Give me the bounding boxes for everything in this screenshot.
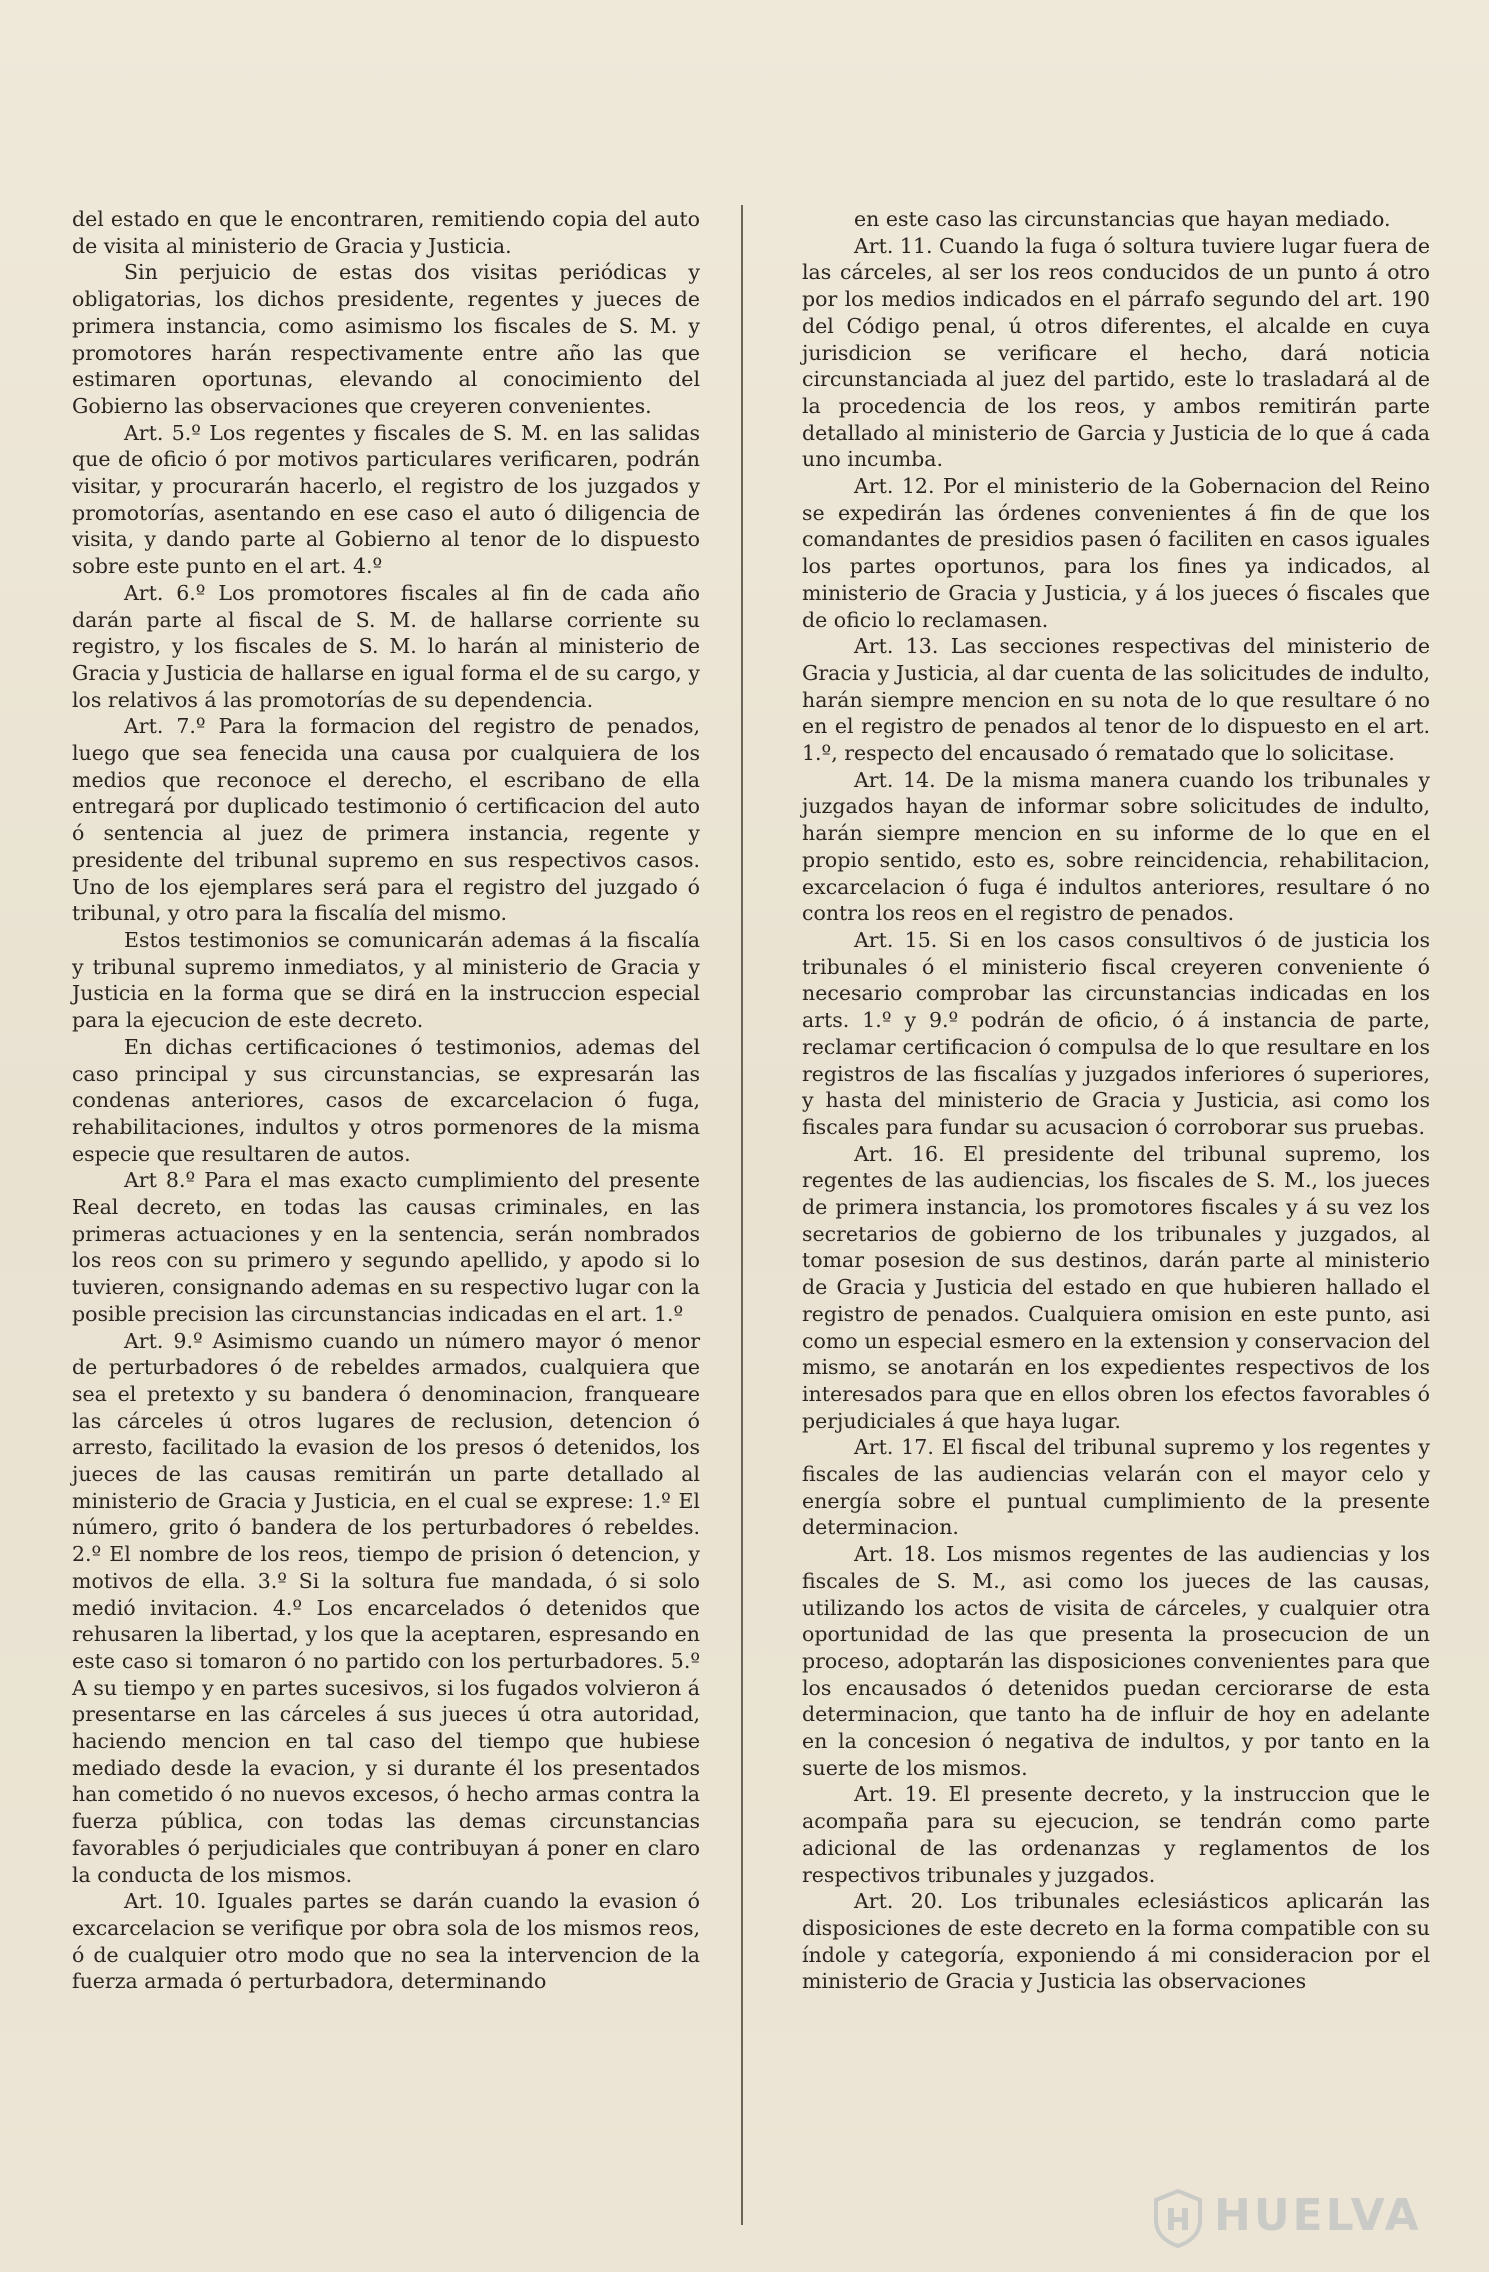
watermark: [1152, 2188, 1452, 2252]
watermark-text: HUELVA: [1214, 2190, 1422, 2241]
paragraph: En dichas certificaciones ó testimonios, ademas del caso principal y sus circunstancias, se expresarán las condenas anteriores, casos de excarcelacion ó fuga, rehabilitaciones, indultos y otros pormenores de la misma especie que resultaren de autos.: [72, 1034, 700, 1166]
paragraph: Estos testimonios se comunicarán ademas á la fiscalía y tribunal supremo inmediatos, y al ministerio de Gracia y Justicia en la forma que se dirá en la instruccion especial para la ejecucion de este decreto.: [72, 927, 700, 1033]
paragraph: Art. 17. El fiscal del tribunal supremo y los regentes y fiscales de las audiencias velarán con el mayor celo y energía sobre el puntual cumplimiento de la presente determinacion.: [802, 1435, 1430, 1540]
paragraph: Art. 9.º Asimismo cuando un número mayor ó menor de perturbadores ó de rebeldes armados, cualquiera que sea el pretexto y su bandera ó denominacion, franqueare las cárceles ú otros lugares de reclusion, detencion ó arresto, facilitado la evasion de los presos ó detenidos, los jueces de las causas remitirán un parte detallado al ministerio de Gracia y Justicia, en el cual se exprese: 1.º El número, grito ó bandera de los perturbadores ó rebeldes. 2.º El nombre de los reos, tiempo de prision ó detencion, y motivos de ella. 3.º Si la soltura fue mandada, ó si solo medió invitacion. 4.º Los encarcelados ó detenidos que rehusaren la libertad, y los que la aceptaren, espresando en este caso si tomaron ó no partido con los perturbadores. 5.º A su tiempo y en partes sucesivos, si los fugados volvieron á presentarse en las cárceles á sus jueces ú otra autoridad, haciendo mencion en tal caso del tiempo que hubiese mediado desde la evacion, y si durante él los presentados han cometido ó no nuevos excesos, ó hecho armas contra la fuerza pública, con todas las demas circunstancias favorables ó perjudiciales que contribuyan á poner en claro la conducta de los mismos.: [72, 1328, 700, 1887]
paragraph: Sin perjuicio de estas dos visitas periódicas y obligatorias, los dichos presidente, regentes y jueces de primera instancia, como asimismo los fiscales de S. M. y promotores harán respectivamente entre año las que estimaren oportunas, elevando al conocimiento del Gobierno las observaciones que creyeren convenientes.: [72, 260, 700, 418]
paragraph: Art. 10. Iguales partes se darán cuando la evasion ó excarcelacion se verifique por obra sola de los mismos reos, ó de cualquier otro modo que no sea la intervencion de la fuerza armada ó perturbadora, determinando: [72, 1889, 700, 1994]
paragraph: Art. 12. Por el ministerio de la Gobernacion del Reino se expedirán las órdenes convenientes á fin de que los comandantes de presidios pasen ó faciliten en casos iguales los partes oportunos, para los fines ya indicados, al ministerio de Gracia y Justicia, y á los jueces ó fiscales que de oficio lo reclamasen.: [802, 474, 1430, 632]
paragraph: Art 8.º Para el mas exacto cumplimiento del presente Real decreto, en todas las causas criminales, en las primeras actuaciones y en la sentencia, serán nombrados los reos con su primero y segundo apellido, y apodo si lo tuvieren, consignando ademas en su respectivo lugar con la posible precision las circunstancias indicadas en el art. 1.º: [72, 1168, 700, 1326]
paragraph: Art. 11. Cuando la fuga ó soltura tuviere lugar fuera de las cárceles, al ser los reos conducidos de un punto á otro por los medios indicados en el párrafo segundo del art. 190 del Código penal, ú otros diferentes, el alcalde en cuya jurisdicion se verificare el hecho, dará noticia circunstanciada al juez del partido, este lo trasladará al de la procedencia de los reos, y ambos remitirán parte detallado al ministerio de Garcia y Justicia de lo que á cada uno incumba.: [802, 233, 1430, 472]
left-text-column: [72, 206, 700, 1995]
paragraph: Art. 5.º Los regentes y fiscales de S. M. en las salidas que de oficio ó por motivos particulares verificaren, podrán visitar, y procurarán hacerlo, el registro de los juzgados y promotorías, asentando en ese caso el auto ó diligencia de visita, y dando parte al Gobierno al tenor de lo dispuesto sobre este punto en el art. 4.º: [72, 420, 700, 579]
column-divider: [741, 205, 743, 2225]
paragraph: Art. 19. El presente decreto, y la instruccion que le acompaña para su ejecucion, se tendrán como parte adicional de las ordenanzas y reglamentos de los respectivos tribunales y juzgados.: [802, 1782, 1430, 1887]
paragraph: en este caso las circunstancias que hayan mediado.: [854, 207, 1391, 231]
paragraph: Art. 13. Las secciones respectivas del ministerio de Gracia y Justicia, al dar cuenta de las solicitudes de indulto, harán siempre mencion en su nota de lo que resultare ó no en el registro de penados al tenor de lo dispuesto en el art. 1.º, respecto del encausado ó rematado que lo solicitase.: [802, 634, 1430, 766]
paragraph: Art. 6.º Los promotores fiscales al fin de cada año darán parte al fiscal de S. M. de hallarse corriente su registro, y los fiscales de S. M. lo harán al ministerio de Gracia y Justicia de hallarse en igual forma el de su cargo, y los relativos á las promotorías de su dependencia.: [72, 580, 700, 712]
paragraph: Art. 16. El presidente del tribunal supremo, los regentes de las audiencias, los fiscales de S. M., los jueces de primera instancia, los promotores fiscales y á su vez los secretarios de gobierno de los tribunales y juzgados, al tomar posesion de sus destinos, darán parte al ministerio de Gracia y Justicia del estado en que hubieren hallado el registro de penados. Cualquiera omision en este punto, asi como un especial esmero en la extension y conservacion del mismo, se anotarán en los expedientes respectivos de los interesados para que en ellos obren los efectos favorables ó perjudiciales á que haya lugar.: [802, 1141, 1430, 1433]
archive-shield-icon: [1152, 2188, 1204, 2248]
paragraph: Art. 7.º Para la formacion del registro de penados, luego que sea fenecida una causa por cualquiera de los medios que reconoce el derecho, el escribano de ella entregará por duplicado testimonio ó certificacion del auto ó sentencia al juez de primera instancia, regente y presidente del tribunal supremo en sus respectivos casos. Uno de los ejemplares será para el registro del juzgado ó tribunal, y otro para la fiscalía del mismo.: [72, 714, 700, 926]
paragraph: Art. 15. Si en los casos consultivos ó de justicia los tribunales ó el ministerio fiscal creyeren conveniente ó necesario comprobar las circunstancias indicadas en los arts. 1.º y 9.º podrán de oficio, ó á instancia de parte, reclamar certificacion ó compulsa de lo que resultare en los registros de las fiscalías y juzgados inferiores ó superiores, y hasta del ministerio de Gracia y Justicia, asi como los fiscales para fundar su acusacion ó corroborar sus pruebas.: [802, 927, 1430, 1139]
paragraph: Art. 14. De la misma manera cuando los tribunales y juzgados hayan de informar sobre solicitudes de indulto, harán siempre mencion en su informe de lo que en el propio sentido, esto es, sobre reincidencia, rehabilitacion, excarcelacion ó fuga é indultos anteriores, resultare ó no contra los reos en el registro de penados.: [802, 767, 1430, 926]
paragraph: Art. 18. Los mismos regentes de las audiencias y los fiscales de S. M., asi como los jueces de las causas, utilizando los actos de visita de cárceles, y cualquier otra oportunidad de las que presenta la prosecucion de un proceso, adoptarán las disposiciones convenientes para que los encausados ó detenidos puedan cerciorarse de esta determinacion, que tanto ha de influir de hoy en adelante en la concesion ó negativa de indultos, y por tanto en la suerte de los mismos.: [802, 1542, 1430, 1780]
paragraph: Art. 20. Los tribunales eclesiásticos aplicarán las disposiciones de este decreto en la forma compatible con su índole y categoría, exponiendo á mi consideracion por el ministerio de Gracia y Justicia las observaciones: [802, 1889, 1430, 1994]
right-text-column: [802, 206, 1430, 1995]
paragraph: del estado en que le encontraren, remitiendo copia del auto de visita al ministerio de Gracia y Justicia.: [72, 207, 700, 258]
